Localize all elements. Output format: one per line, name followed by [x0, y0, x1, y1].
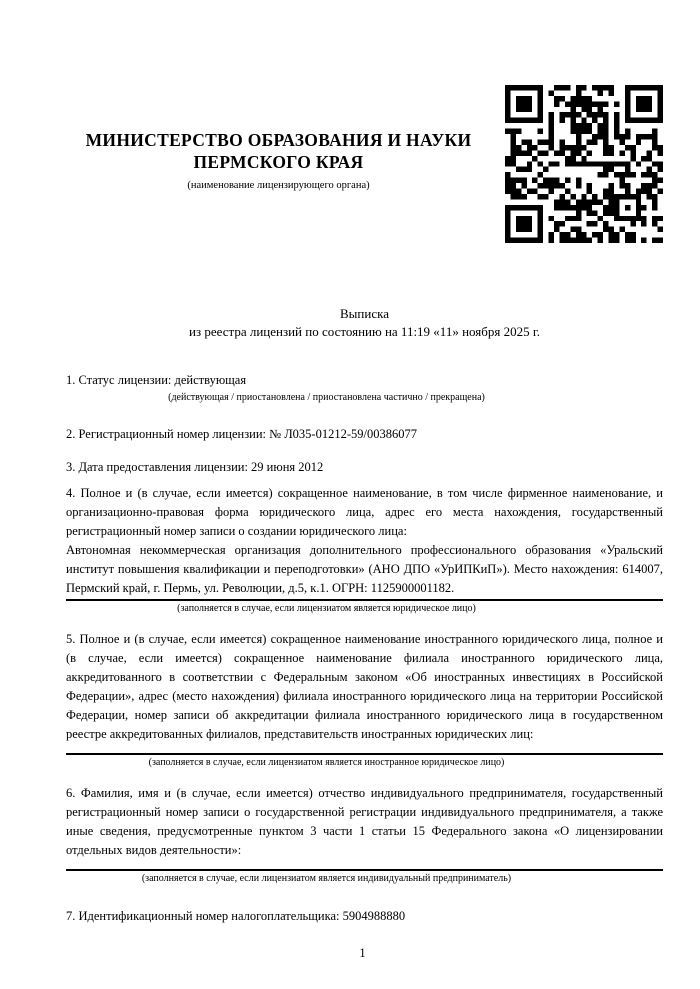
- qr-code: [505, 85, 663, 243]
- item-7-text: 7. Идентификационный номер налогоплательщика: 5904988880: [66, 909, 406, 923]
- licensing-authority: [66, 85, 505, 192]
- ministry-name-line2: ПЕРМСКОГО КРАЯ: [193, 152, 364, 172]
- document-title-line2: из реестра лицензий по состоянию на 11:19 «11» ноября 2025 г.: [189, 324, 540, 339]
- item-4-caption: (заполняется в случае, если лицензиатом является юридическое лицо): [177, 603, 476, 614]
- item-1-text: 1. Статус лицензии: действующая: [66, 373, 247, 387]
- item-4-value: Автономная некоммерческая организация дополнительного профессионального образования «Уральский институт повышения квалификации и переподготовки» (АНО ДПО «УрИПКиП»). Место нахождения: 614007, Пермский край, г. Пермь, ул. Революции, д.5, к.1. ОГРН: 1125900001182.: [66, 541, 663, 601]
- item-4-legal-entity: [66, 484, 663, 615]
- document-body: [0, 371, 700, 963]
- document-title: [66, 305, 663, 341]
- ministry-name-line1: МИНИСТЕРСТВО ОБРАЗОВАНИЯ И НАУКИ: [85, 130, 472, 150]
- item-4-text: 4. Полное и (в случае, если имеется) сокращенное наименование, в том числе фирменное наименование, и организационно-правовая форма юридического лица, адрес его места нахождения, государственный регистрационный номер записи о создании юридического лица:: [66, 486, 663, 538]
- page-number: 1: [359, 946, 366, 960]
- item-6-individual-entrepreneur: [66, 784, 663, 885]
- item-5-foreign-entity: [66, 630, 663, 769]
- item-6-caption: (заполняется в случае, если лицензиатом является индивидуальный предприниматель): [141, 873, 512, 884]
- item-5-blank-field: [66, 744, 663, 755]
- item-6-text: 6. Фамилия, имя и (в случае, если имеется) отчество индивидуального предпринимателя, государственный регистрационный номер записи о государственной регистрации индивидуального предпринимателя, а также иные сведения, предусмотренные пунктом 3 части 1 статьи 15 Федерального закона «О лицензировании отдельных видов деятельности»:: [66, 786, 663, 857]
- document-header: [0, 0, 700, 243]
- authority-subtitle: (наименование лицензирующего органа): [187, 180, 370, 191]
- item-2-registration-number: [66, 425, 663, 444]
- item-1-license-status: [66, 371, 663, 404]
- item-5-text: 5. Полное и (в случае, если имеется) сокращенное наименование иностранного юридического лица, полное и (в случае, если имеется) сокращенное наименование филиала иностранного юридического лица, аккредитованного в соответствии с Федеральным законом «Об иностранных инвестициях в Российской Федерации», адрес (место нахождения) филиала иностранного юридического лица на территории Российской Федерации, номер записи об аккредитации филиала иностранного юридического лица в государственном реестре аккредитованных филиалов, представительств иностранных юридических лиц:: [66, 632, 663, 741]
- item-3-text: 3. Дата предоставления лицензии: 29 июня 2012: [66, 460, 324, 474]
- item-7-taxpayer-id: [66, 907, 663, 926]
- item-3-license-date: [66, 458, 663, 477]
- item-5-caption: (заполняется в случае, если лицензиатом является иностранное юридическое лицо): [148, 757, 505, 768]
- item-2-text: 2. Регистрационный номер лицензии: № Л035-01212-59/00386077: [66, 427, 417, 441]
- item-1-caption: (действующая / приостановлена / приостановлена частично / прекращена): [168, 392, 485, 403]
- document-title-line1: Выписка: [340, 306, 389, 321]
- item-6-blank-field: [66, 860, 663, 871]
